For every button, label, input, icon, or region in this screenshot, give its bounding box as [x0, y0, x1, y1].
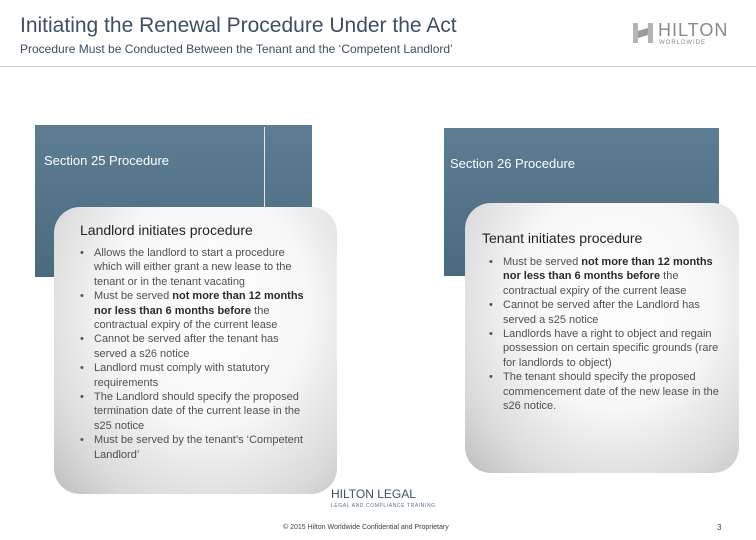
panel-divider-line: [264, 127, 265, 210]
list-item: • Landlord must comply with statutory requirements: [80, 361, 308, 390]
hilton-h-icon: [632, 22, 654, 44]
list-item: • The Landlord should specify the proposed termination date of the current lease in the s25 notice: [80, 390, 308, 433]
hilton-logo: [632, 20, 732, 50]
hilton-legal-subtext: LEGAL AND COMPLIANCE TRAINING: [331, 503, 436, 509]
tenant-card-title: Tenant initiates procedure: [482, 230, 643, 246]
slide-title: Initiating the Renewal Procedure Under the Act: [20, 14, 457, 37]
logo-subtext: WORLDWIDE: [659, 40, 706, 46]
hilton-legal-brand: HILTON LEGAL: [331, 487, 416, 501]
list-item: • Cannot be served after the tenant has served a s26 notice: [80, 332, 308, 361]
list-item: • Must be served not more than 12 months nor less than 6 months before the contractual expiry of the current lease: [80, 289, 308, 332]
list-item: • The tenant should specify the proposed commencement date of the new lease in the s26 notice.: [489, 370, 719, 413]
landlord-bullet-list: [80, 246, 308, 462]
page-number: 3: [717, 523, 722, 532]
list-item: • Must be served by the tenant’s ‘Competent Landlord’: [80, 433, 308, 462]
list-item: • Landlords have a right to object and regain possession on certain specific grounds (rare for landlords to object): [489, 327, 719, 370]
header-rule: [0, 66, 756, 67]
copyright-footer: © 2015 Hilton Worldwide Confidential and Proprietary: [283, 524, 449, 531]
list-item: • Cannot be served after the Landlord has served a s25 notice: [489, 298, 719, 327]
tenant-bullet-list: [489, 255, 719, 413]
list-item: • Must be served not more than 12 months nor less than 6 months before the contractual expiry of the current lease: [489, 255, 719, 298]
section-25-label: Section 25 Procedure: [44, 153, 170, 168]
landlord-card-title: Landlord initiates procedure: [80, 222, 253, 238]
slide-subtitle: Procedure Must be Conducted Between the Tenant and the ‘Competent Landlord’: [20, 42, 453, 56]
list-item: • Allows the landlord to start a procedure which will either grant a new lease to the tenant or in the tenant vacating: [80, 246, 308, 289]
logo-wordmark: HILTON: [658, 20, 729, 40]
section-26-label: Section 26 Procedure: [450, 156, 576, 171]
